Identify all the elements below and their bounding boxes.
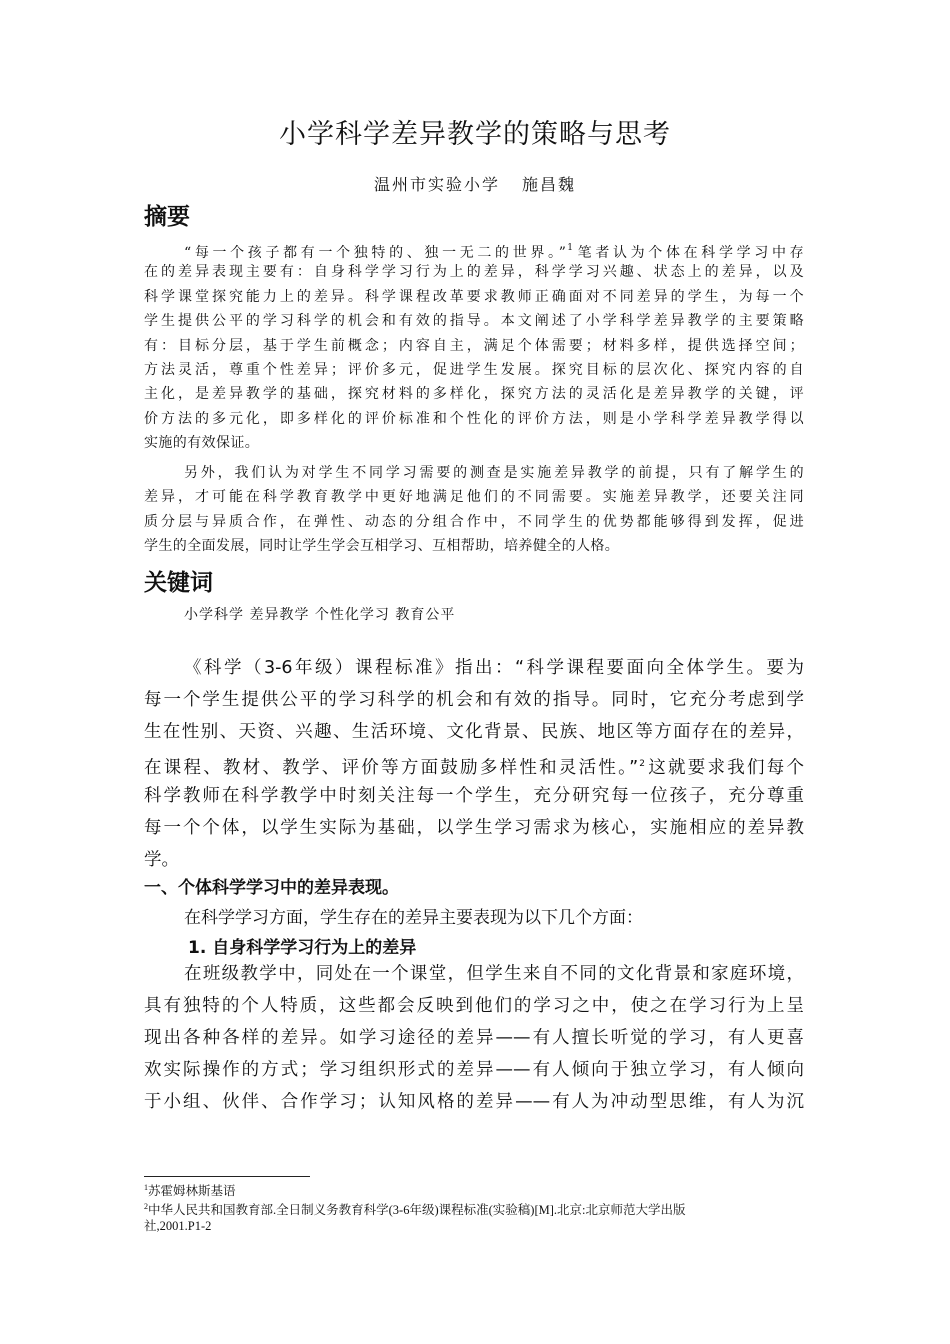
body-line: 《科学（3-6年级）课程标准》指出：“科学课程要面向全体学生。要为 [184,658,804,678]
author-organization: 温州市实验小学 [373,175,500,194]
abstract-line: 科学课堂探究能力上的差异。科学课程改革要求教师正确面对不同差异的学生，为每一个 [144,288,804,305]
body-line: 具有独特的个人特质，这些都会反映到他们的学习之中，使之在学习行为上呈 [144,996,804,1016]
abstract-line: 差异，才可能在科学教育教学中更好地满足他们的不同需要。实施差异教学，还要关注同 [144,489,804,506]
section-1-intro: 在科学学习方面，学生存在的差异主要表现为以下几个方面： [184,908,643,928]
abstract-line: 学生提供公平的学习科学的机会和有效的指导。本文阐述了小学科学差异教学的主要策略 [144,313,804,330]
footnote-2-continued: 社,2001.P1-2 [144,1219,212,1233]
body-line: 在班级教学中，同处在一个课堂，但学生来自不同的文化背景和家庭环境， [184,964,804,984]
author-line [0,172,950,195]
intro-paragraph [144,652,804,876]
body-line: 欢实际操作的方式；学习组织形式的差异——有人倾向于独立学习，有人倾向 [144,1060,804,1080]
abstract-line: 在的差异表现主要有：自身科学学习行为上的差异，科学学习兴趣、状态上的差异，以及 [144,264,804,281]
abstract-line: “每一个孩子都有一个独特的、独一无二的世界。”$^1$笔者认为个体在科学学习中存 [184,243,805,261]
document-title: 小学科学差异教学的策略与思考 [279,119,671,150]
body-line: 每一个个体，以学生实际为基础，以学生学习需求为核心，实施相应的差异教 [144,818,804,838]
abstract-line: 方法灵活，尊重个性差异；评价多元，促进学生发展。探究目标的层次化、探究内容的自 [144,361,804,378]
abstract-heading: 摘要 [144,204,190,230]
abstract-line: 学生的全面发展，同时让学生学会互相学习、互相帮助，培养健全的人格。 [144,538,620,555]
body-line: 现出各种各样的差异。如学习途径的差异——有人擅长听觉的学习，有人更喜 [144,1028,804,1048]
footnote-1: $^1$苏霍姆林斯基语 [144,1183,236,1198]
abstract-line: 主化，是差异教学的基础，探究材料的多样化，探究方法的灵活化是差异教学的关键，评 [144,386,804,403]
footnote-ref-2: 2 [639,759,645,769]
subsection-1-paragraph [144,958,804,1118]
footnotes [144,1180,784,1234]
abstract-paragraph-2 [144,461,804,559]
keywords-text: 小学科学 差异教学 个性化学习 教育公平 [184,607,456,623]
abstract-line: 价方法的多元化，即多样化的评价标准和个性化的评价方法，则是小学科学差异教学得以 [144,410,804,427]
footnote-ref-1: 1 [567,243,574,253]
abstract-line: 实施的有效保证。 [144,435,260,452]
body-line: 于小组、伙伴、合作学习；认知风格的差异——有人为冲动型思维，有人为沉 [144,1092,804,1112]
body-line: 在课程、教材、教学、评价等方面鼓励多样性和灵活性。”$^2$这就要求我们每个 [144,758,804,778]
abstract-paragraph-1 [144,236,804,456]
section-1-heading: 一、个体科学学习中的差异表现。 [144,878,399,898]
footnote-2: $^2$中华人民共和国教育部.全日制义务教育科学(3-6年级)课程标准(实验稿)[M].北京:北京师范大学出版 [144,1202,686,1217]
body-line: 每一个学生提供公平的学习科学的机会和有效的指导。同时，它充分考虑到学 [144,690,804,710]
body-line: 科学教师在科学教学中时刻关注每一个学生，充分研究每一位孩子，充分尊重 [144,786,804,806]
footnote-separator [144,1176,310,1177]
keywords-heading: 关键词 [144,570,213,596]
author-name: 施昌魏 [522,175,577,194]
body-line: 学。 [144,850,179,870]
body-line: 生在性别、天资、兴趣、生活环境、文化背景、民族、地区等方面存在的差异， [144,722,804,742]
abstract-line: 另外，我们认为对学生不同学习需要的测查是实施差异教学的前提，只有了解学生的 [184,465,804,481]
subsection-1-heading: 1. 自身科学学习行为上的差异 [188,938,417,958]
abstract-line: 有：目标分层，基于学生前概念；内容自主，满足个体需要；材料多样，提供选择空间； [144,337,804,354]
abstract-line: 质分层与异质合作，在弹性、动态的分组合作中，不同学生的优势都能够得到发挥，促进 [144,513,804,530]
